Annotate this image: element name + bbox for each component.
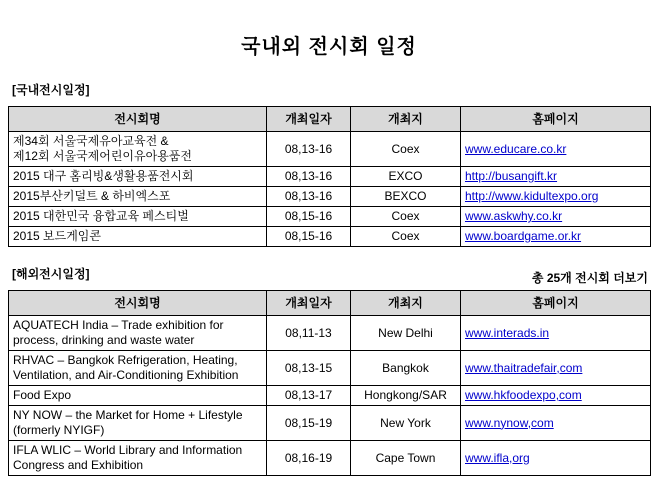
table-row [9, 167, 651, 187]
section-spacer [8, 247, 650, 265]
exhibition-date: 08,11-13 [267, 316, 351, 351]
domestic-section-header [10, 81, 648, 102]
exhibition-name: Food Expo [9, 386, 267, 406]
exhibition-homepage[interactable] [461, 406, 651, 441]
exhibition-homepage[interactable] [461, 207, 651, 227]
exhibition-date: 08,15-16 [267, 207, 351, 227]
table-row [9, 132, 651, 167]
homepage-link[interactable]: www.ifla,org [465, 450, 530, 465]
exhibition-place: Bangkok [351, 351, 461, 386]
exhibition-place: Cape Town [351, 441, 461, 476]
exhibition-homepage[interactable] [461, 132, 651, 167]
table-header-row [9, 291, 651, 316]
column-header-home: 홈페이지 [461, 291, 651, 316]
homepage-link[interactable]: www.askwhy.co.kr [465, 209, 563, 223]
homepage-link[interactable]: www.thaitradefair,com [465, 360, 583, 375]
column-header-place: 개최지 [351, 291, 461, 316]
homepage-link[interactable]: www.hkfoodexpo,com [465, 388, 582, 402]
homepage-link[interactable]: www.boardgame.or.kr [465, 229, 582, 243]
exhibition-homepage[interactable] [461, 316, 651, 351]
exhibition-place: New Delhi [351, 316, 461, 351]
overseas-table-body [9, 316, 651, 476]
exhibition-date: 08,13-16 [267, 167, 351, 187]
homepage-link[interactable]: www.educare.co.kr [465, 141, 567, 156]
exhibition-date: 08,13-16 [267, 132, 351, 167]
exhibition-homepage[interactable] [461, 386, 651, 406]
exhibition-name: IFLA WLIC – World Library and Information Congress and Exhibition [9, 441, 267, 476]
exhibition-date: 08,15-16 [267, 227, 351, 247]
domestic-table-body [9, 132, 651, 247]
table-row [9, 316, 651, 351]
exhibition-date: 08,15-19 [267, 406, 351, 441]
column-header-home: 홈페이지 [461, 107, 651, 132]
exhibition-date: 08,13-16 [267, 187, 351, 207]
table-row [9, 406, 651, 441]
exhibition-name: RHVAC – Bangkok Refrigeration, Heating, Ventilation, and Air-Conditioning Exhibition [9, 351, 267, 386]
exhibition-date: 08,16-19 [267, 441, 351, 476]
table-row [9, 227, 651, 247]
page-title: 국내외 전시회 일정 [241, 36, 417, 58]
exhibition-place: EXCO [351, 167, 461, 187]
homepage-link[interactable]: www.interads.in [465, 325, 550, 340]
table-header-row [9, 107, 651, 132]
table-row [9, 207, 651, 227]
exhibition-place: Hongkong/SAR [351, 386, 461, 406]
exhibition-homepage[interactable] [461, 227, 651, 247]
overseas-heading: [해외전시일정] [12, 267, 90, 281]
exhibition-name: 2015 대한민국 융합교육 페스티벌 [9, 207, 267, 227]
column-header-place: 개최지 [351, 107, 461, 132]
exhibition-name: 2015 대구 홈리빙&생활용품전시회 [9, 167, 267, 187]
column-header-name: 전시회명 [9, 291, 267, 316]
exhibition-name: 제34회 서울국제유아교육전 & 제12회 서울국제어린이유아용품전 [9, 132, 267, 167]
exhibition-date: 08,13-17 [267, 386, 351, 406]
table-row [9, 386, 651, 406]
more-exhibitions-link[interactable]: 총 25개 전시회 더보기 [531, 271, 648, 285]
domestic-heading: [국내전시일정] [12, 83, 90, 97]
table-row [9, 187, 651, 207]
exhibition-date: 08,13-15 [267, 351, 351, 386]
exhibition-name: NY NOW – the Market for Home + Lifestyle (formerly NYIGF) [9, 406, 267, 441]
exhibition-homepage[interactable] [461, 441, 651, 476]
column-header-name: 전시회명 [9, 107, 267, 132]
exhibition-homepage[interactable] [461, 351, 651, 386]
domestic-schedule-table [8, 106, 651, 247]
homepage-link[interactable]: http://www.kidultexpo.org [465, 189, 599, 203]
table-row [9, 441, 651, 476]
exhibition-name: AQUATECH India – Trade exhibition for process, drinking and waste water [9, 316, 267, 351]
exhibition-homepage[interactable] [461, 167, 651, 187]
overseas-section-header [10, 265, 648, 286]
column-header-date: 개최일자 [267, 291, 351, 316]
overseas-schedule-table [8, 290, 651, 476]
exhibition-place: Coex [351, 227, 461, 247]
exhibition-place: New York [351, 406, 461, 441]
column-header-date: 개최일자 [267, 107, 351, 132]
exhibition-place: Coex [351, 207, 461, 227]
exhibition-name: 2015부산키덜트 & 하비엑스포 [9, 187, 267, 207]
table-row [9, 351, 651, 386]
exhibition-name: 2015 보드게임콘 [9, 227, 267, 247]
exhibition-homepage[interactable] [461, 187, 651, 207]
exhibition-place: Coex [351, 132, 461, 167]
exhibition-place: BEXCO [351, 187, 461, 207]
document-page [0, 30, 658, 488]
homepage-link[interactable]: www.nynow,com [465, 415, 554, 430]
homepage-link[interactable]: http://busangift.kr [465, 169, 558, 183]
